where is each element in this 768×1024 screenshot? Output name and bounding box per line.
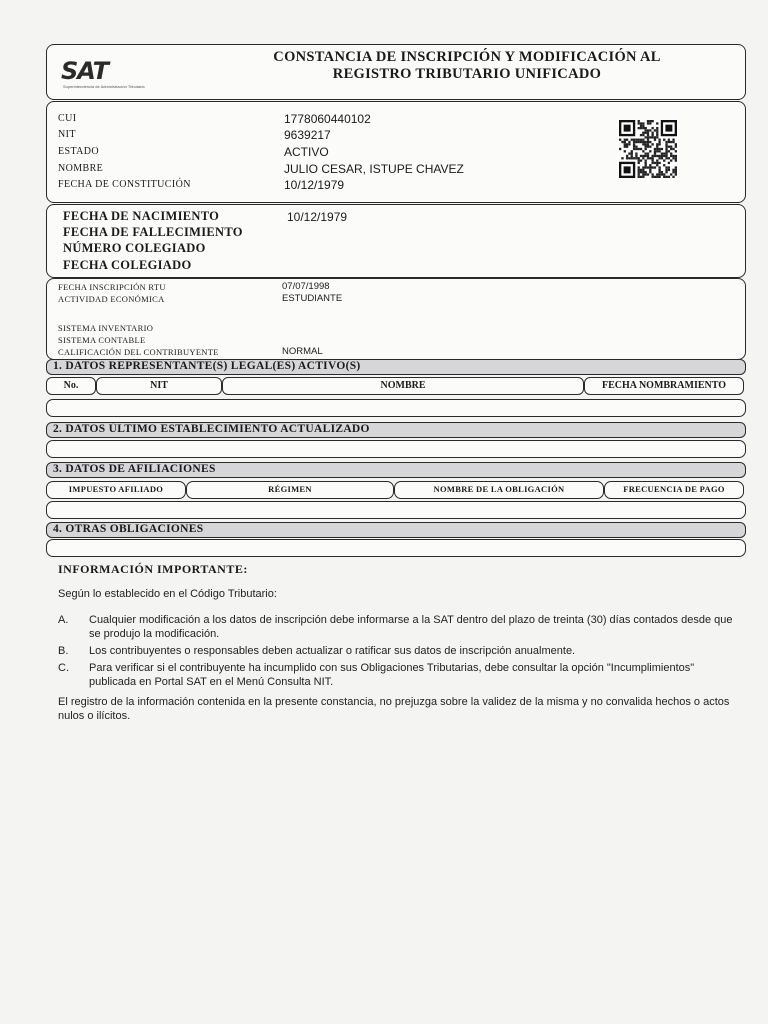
section-1-header: 1. DATOS REPRESENTANTE(S) LEGAL(ES) ACTIVO(S) (46, 359, 746, 375)
calificacion-value: NORMAL (282, 346, 323, 357)
identity-section (46, 101, 746, 203)
s3-col-frecuencia: FRECUENCIA DE PAGO (604, 481, 744, 499)
cui-value: 1778060440102 (284, 112, 371, 126)
nit-value: 9639217 (284, 128, 331, 142)
info-item-a-letter: A. (58, 614, 69, 626)
nombre-label: NOMBRE (58, 163, 104, 174)
document-title (207, 49, 727, 83)
colegiado-fecha-label: FECHA COLEGIADO (63, 258, 192, 272)
s2-empty-row (46, 440, 746, 458)
info-item-b-letter: B. (58, 645, 69, 657)
s4-empty-row (46, 539, 746, 557)
info-item-c-text: Para verificar si el contribuyente ha incumplido con sus Obligaciones Tributarias, debe consultar la opción "Incumplimientos" publicada en Portal SAT en el Menú Consulta NIT. (89, 662, 695, 688)
nacimiento-value: 10/12/1979 (287, 210, 348, 224)
s3-empty-row (46, 501, 746, 519)
info-item-c (58, 661, 738, 689)
constitucion-value: 10/12/1979 (284, 178, 345, 192)
s3-col-obligacion: NOMBRE DE LA OBLIGACIÓN (394, 481, 604, 499)
estado-value: ACTIVO (284, 145, 329, 159)
inscripcion-rtu-label: FECHA INSCRIPCIÓN RTU (58, 282, 166, 292)
constitucion-label: FECHA DE CONSTITUCIÓN (58, 179, 191, 190)
sat-logo-text: SAT (61, 57, 108, 85)
personal-dates-section (46, 204, 746, 278)
contable-label: SISTEMA CONTABLE (58, 335, 146, 345)
document-header (46, 44, 746, 100)
estado-label: ESTADO (58, 146, 100, 157)
s3-col-impuesto: IMPUESTO AFILIADO (46, 481, 186, 499)
inventario-label: SISTEMA INVENTARIO (58, 323, 154, 333)
rtu-section (46, 278, 746, 360)
info-item-a-text: Cualquier modificación a los datos de inscripción debe informarse a la SAT dentro del plazo de treinta (30) días contados desde que se produjo la modificación. (89, 614, 733, 640)
s1-col-no: No. (46, 377, 96, 395)
s1-col-nit: NIT (96, 377, 222, 395)
actividad-value: ESTUDIANTE (282, 293, 343, 304)
s3-col-regimen: RÉGIMEN (186, 481, 394, 499)
info-item-c-letter: C. (58, 662, 69, 674)
nit-label: NIT (58, 129, 76, 140)
s1-empty-row (46, 399, 746, 417)
nacimiento-label: FECHA DE NACIMIENTO (63, 209, 220, 223)
s1-col-nombre: NOMBRE (222, 377, 584, 395)
info-title: INFORMACIÓN IMPORTANTE: (58, 562, 248, 576)
actividad-label: ACTIVIDAD ECONÓMICA (58, 294, 165, 304)
info-item-a (58, 613, 738, 641)
info-item-b-text: Los contribuyentes o responsables deben actualizar o ratificar sus datos de inscripción anualmente. (89, 645, 576, 657)
qr-code (617, 120, 679, 178)
sat-logo (61, 53, 191, 93)
section-4-header: 4. OTRAS OBLIGACIONES (46, 522, 746, 538)
info-item-b (58, 644, 738, 658)
info-intro: Según lo establecido en el Código Tributario: (58, 588, 277, 600)
fallecimiento-label: FECHA DE FALLECIMIENTO (63, 225, 243, 239)
sat-logo-tagline: Superintendencia de Administración Tributaria (63, 84, 145, 89)
inscripcion-rtu-value: 07/07/1998 (282, 281, 330, 292)
info-closing: El registro de la información contenida en la presente constancia, no prejuzga sobre la validez de la misma y no convalida hechos o actos nulos o ilícitos. (58, 696, 730, 722)
title-line-2: REGISTRO TRIBUTARIO UNIFICADO (332, 66, 602, 82)
section-3-header: 3. DATOS DE AFILIACIONES (46, 462, 746, 478)
colegiado-num-label: NÚMERO COLEGIADO (63, 241, 206, 255)
calificacion-label: CALIFICACIÓN DEL CONTRIBUYENTE (58, 347, 219, 357)
title-line-1: CONSTANCIA DE INSCRIPCIÓN Y MODIFICACIÓN AL (273, 49, 661, 65)
section-2-header: 2. DATOS ÚLTIMO ESTABLECIMIENTO ACTUALIZADO (46, 422, 746, 438)
important-info (58, 562, 738, 723)
nombre-value: JULIO CESAR, ISTUPE CHAVEZ (284, 162, 464, 176)
s1-col-fecha: FECHA NOMBRAMIENTO (584, 377, 744, 395)
cui-label: CUI (58, 113, 77, 124)
